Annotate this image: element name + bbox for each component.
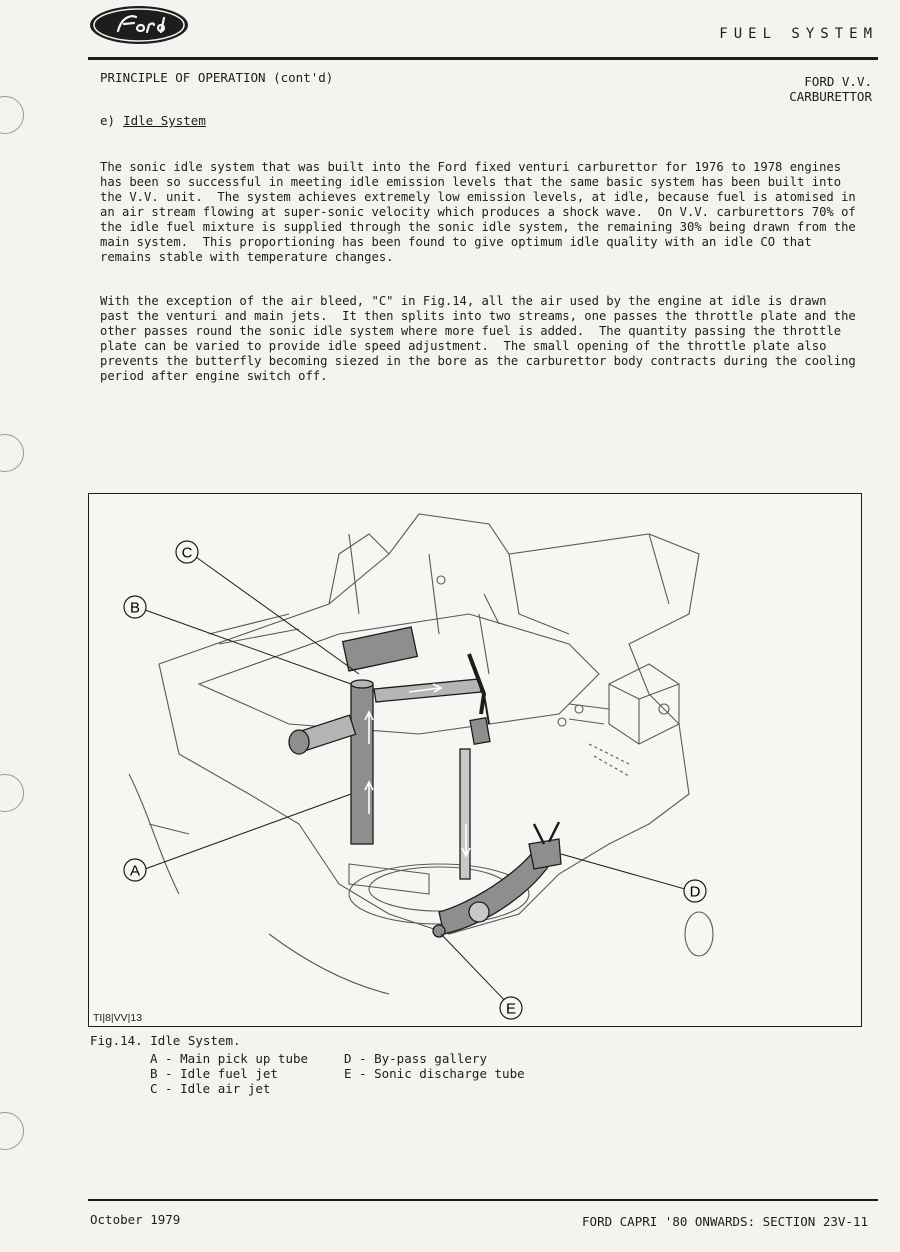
subheading-letter: e) xyxy=(100,113,116,128)
binder-hole xyxy=(0,1112,24,1150)
legend-item: A - Main pick up tube xyxy=(150,1051,309,1066)
figure-caption: Fig.14. Idle System. xyxy=(90,1033,241,1048)
paragraph: With the exception of the air bleed, "C" in Fig.14, all the air used by the engine at idle is drawn past the venturi and main jets. It then splits into two streams, one passes the throttle plate and the other passes round the sonic idle system where more fuel is added. The quantity passing the throttle plate can be varied to provide idle speed adjustment. The small opening of the throttle plate also prevents the butterfly becoming siezed in the bore as the carburettor body contracts during the cooling period after engine switch off. xyxy=(100,294,856,383)
callout-c: C xyxy=(181,544,193,562)
callout-e: E xyxy=(505,1000,517,1018)
model-line-2: CARBURETTOR xyxy=(789,89,872,104)
model-label xyxy=(789,74,872,104)
paragraph: The sonic idle system that was built into the Ford fixed venturi carburettor for 1976 to 1978 engines has been so successful in meeting idle emission levels that the same basic system has been built into the V.V. unit. The system achieves extremely low emission levels, at idle, because fuel is atomised in an air stream flowing at super-sonic velocity which produces a shock wave. On V.V. carburettors 70% of the idle fuel mixture is supplied through the sonic idle system, the remaining 30% being drawn from the main system. This proportioning has been found to give optimum idle quality with an idle CO that remains stable with temperature changes. xyxy=(100,160,856,264)
figure-legend-right xyxy=(344,1051,525,1081)
legend-item: C - Idle air jet xyxy=(150,1081,271,1096)
section-title: FUEL SYSTEM xyxy=(719,26,878,42)
footer-date: October 1979 xyxy=(90,1212,181,1227)
subheading-title: Idle System xyxy=(123,113,206,128)
principle-heading: PRINCIPLE OF OPERATION (cont'd) xyxy=(100,70,334,85)
figure-code: TI|8|VV|13 xyxy=(93,1012,143,1024)
binder-hole xyxy=(0,96,24,134)
binder-hole xyxy=(0,434,24,472)
callout-a: A xyxy=(129,862,141,880)
footer-reference: FORD CAPRI '80 ONWARDS: SECTION 23V-11 xyxy=(582,1214,868,1229)
legend-item: B - Idle fuel jet xyxy=(150,1066,278,1081)
model-line-1: FORD V.V. xyxy=(804,74,872,89)
subheading xyxy=(100,113,206,128)
header-rule xyxy=(88,57,878,60)
binder-hole xyxy=(0,774,24,812)
legend-item: D - By-pass gallery xyxy=(344,1051,487,1066)
figure-legend-left xyxy=(150,1051,308,1096)
footer-rule xyxy=(88,1199,878,1201)
callout-b: B xyxy=(129,599,141,617)
carburettor-illustration xyxy=(89,494,861,1026)
figure-idle-system xyxy=(88,493,862,1027)
ford-logo xyxy=(88,4,190,46)
callout-d: D xyxy=(689,883,701,901)
legend-item: E - Sonic discharge tube xyxy=(344,1066,525,1081)
